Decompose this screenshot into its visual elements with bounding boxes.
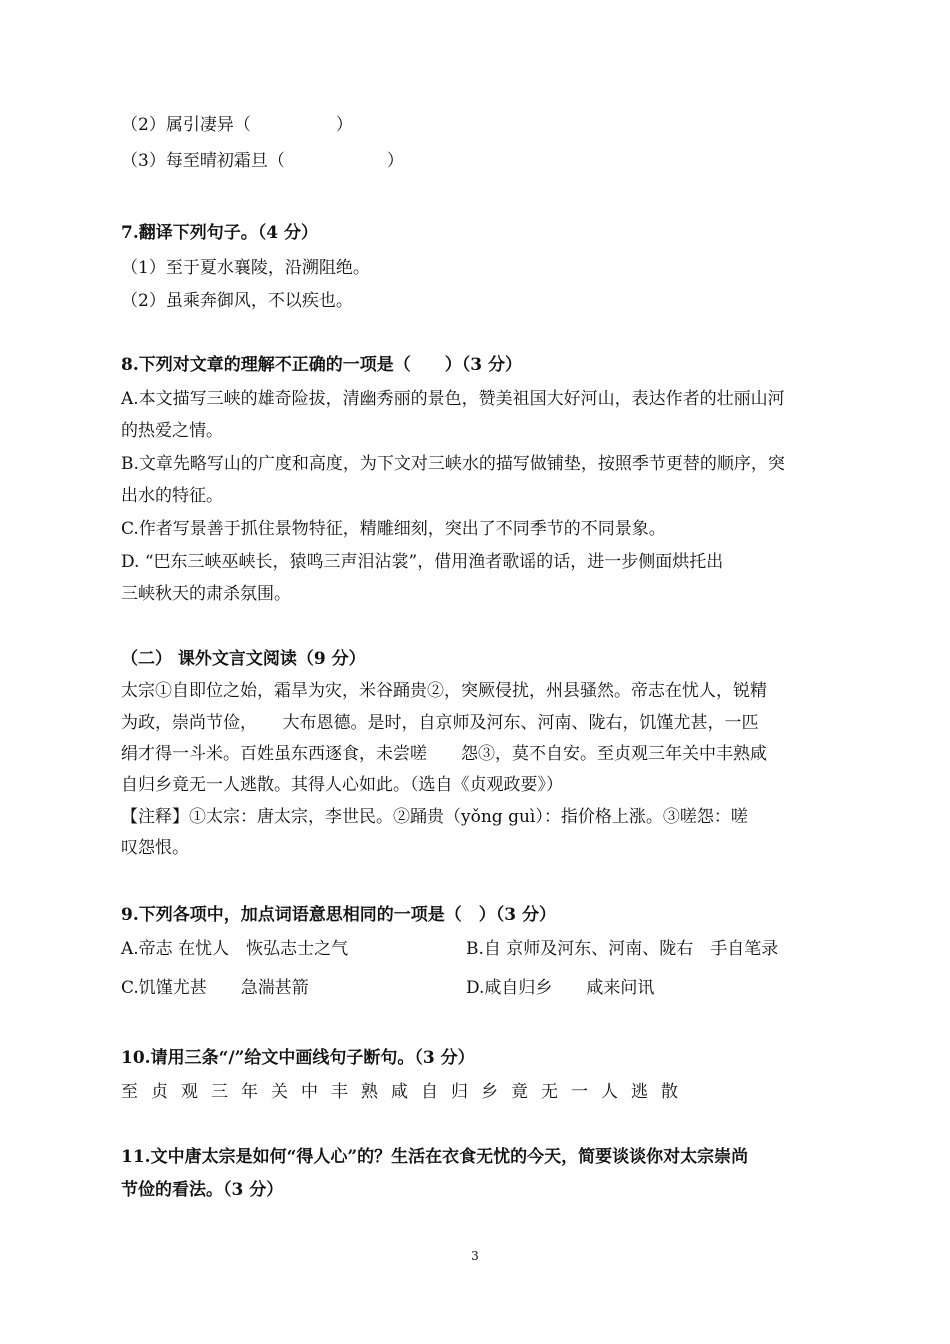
q6-item-3: （3）每至晴初霜旦（ ） xyxy=(121,151,404,171)
q9-option-a: A.帝志 在忧人 恢弘志士之气 xyxy=(121,939,349,959)
q8-option-a: A.本文描写三峡的雄奇险拔，清幽秀丽的景色，赞美祖国大好河山，表达作者的壮丽山河 xyxy=(121,389,785,409)
section2-title: （二） 课外文言文阅读（9 分） xyxy=(121,649,366,669)
q10-sentence: 至贞观三年关中丰熟咸自归乡竟无一人逃散 xyxy=(121,1082,691,1102)
q8-option-d: D. “巴东三峡巫峡长，猿鸣三声泪沾裳”，借用渔者歌谣的话，进一步侧面烘托出 xyxy=(121,552,724,572)
page-number: 3 xyxy=(471,1249,479,1263)
q8-title: 8.下列对文章的理解不正确的一项是（ ）（3 分） xyxy=(121,355,522,375)
q8-option-b: B.文章先略写山的广度和高度，为下文对三峡水的描写做铺垫，按照季节更替的顺序，突 xyxy=(121,454,785,474)
q8-option-d-cont: 三峡秋天的肃杀氛围。 xyxy=(121,584,291,604)
q9-title: 9.下列各项中，加点词语意思相同的一项是（ ）（3 分） xyxy=(121,905,556,925)
passage-line-3: 绢才得一斗米。百姓虽东西逐食，未尝嗟 怨③，莫不自安。至贞观三年关中丰熟咸 xyxy=(121,744,767,764)
q11-title: 11.文中唐太宗是如何“得人心”的？生活在衣食无忧的今天，简要谈谈你对太宗崇尚 xyxy=(121,1147,749,1167)
passage-line-2: 为政，崇尚节俭， 大布恩德。是时，自京师及河东、河南、陇右，饥馑尤甚，一匹 xyxy=(121,713,759,733)
q9-option-b: B.自 京师及河东、河南、陇右 手自笔录 xyxy=(466,939,779,959)
q9-option-d: D.咸自归乡 咸来问讯 xyxy=(466,978,655,998)
q11-title-cont: 节俭的看法。（3 分） xyxy=(121,1180,284,1200)
annotation-line-1: 【注释】①太宗：唐太宗，李世民。②踊贵（yǒng guì）：指价格上涨。③嗟怨：嗟 xyxy=(121,807,748,827)
q9-option-c: C.饥馑尤甚 急湍甚箭 xyxy=(121,978,309,998)
q7-sentence-1: （1）至于夏水襄陵，沿溯阻绝。 xyxy=(121,258,370,278)
q8-option-b-cont: 出水的特征。 xyxy=(121,486,223,506)
annotation-line-2: 叹怨恨。 xyxy=(121,838,189,858)
q8-option-c: C.作者写景善于抓住景物特征，精雕细刻，突出了不同季节的不同景象。 xyxy=(121,519,666,539)
passage-line-4: 自归乡竟无一人逃散。其得人心如此。（选自《贞观政要》） xyxy=(121,775,563,795)
q7-title: 7.翻译下列句子。（4 分） xyxy=(121,223,318,243)
q8-option-a-cont: 的热爱之情。 xyxy=(121,421,223,441)
q10-title: 10.请用三条“/”给文中画线句子断句。（3 分） xyxy=(121,1048,475,1068)
q6-item-2: （2）属引凄异（ ） xyxy=(121,115,353,135)
passage-line-1: 太宗①自即位之始，霜旱为灾，米谷踊贵②，突厥侵扰，州县骚然。帝志在忧人，锐精 xyxy=(121,681,767,701)
q7-sentence-2: （2）虽乘奔御风，不以疾也。 xyxy=(121,291,353,311)
